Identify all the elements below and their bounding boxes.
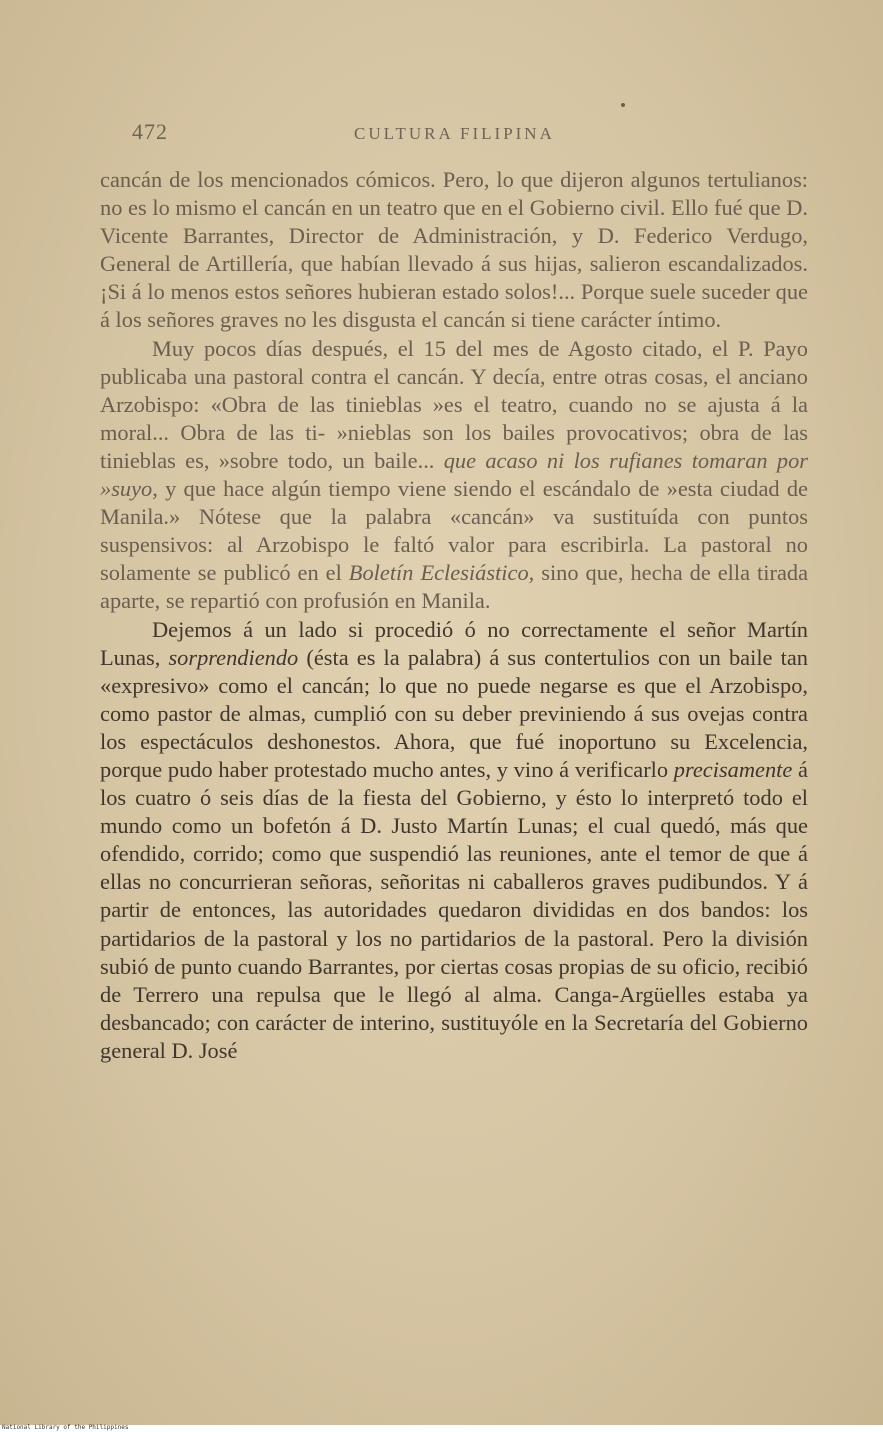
page-header <box>132 119 822 149</box>
paragraph-3-italic-2: precisamente <box>673 756 793 782</box>
body-text <box>100 166 808 1065</box>
paragraph-2-text-3: sino que, hecha de ella tirada aparte, se repartió con profusión en Manila. <box>100 560 809 614</box>
ink-speck <box>621 103 625 107</box>
paragraph-2-italic-1: que acaso ni los rufianes tomaran por »suyo, <box>100 447 808 502</box>
paragraph-3-text-3: á los cuatro ó seis días de la fiesta del Gobierno, y ésto lo interpretó todo el mundo como un bofetón á D. Justo Martín Lunas; el cual quedó, más que ofendido, corrido; como que suspendió las reuniones, ante el temor de que á ellas no concurrieran señoras, señoritas ni caballeros graves pudibundos. Y á partir de entonces, las autoridades quedaron divididas en dos bandos: los partidarios de la pastoral y los no partidarios de la pastoral. Pero la división subió de punto cuando Barrantes, por ciertas cosas propias de su oficio, recibió de Terrero una repulsa que le llegó al alma. Canga-Argüelles estaba ya desbancado; con carácter de interino, sustituyóle en la Secretaría del Gobierno general D. José <box>100 756 808 1063</box>
footer-strip <box>0 1425 883 1433</box>
paragraph-3-text-2: (ésta es la palabra) á sus contertulios con un baile tan «expresivo» como el cancán; lo que no puede negarse es que el Arzobispo, como pastor de almas, cumplió con su deber previniendo á sus ovejas contra los espectáculos deshonestos. Ahora, que fué inoportuno su Excelencia, porque pudo haber protestado mucho antes, y vino á verificarlo <box>100 644 808 782</box>
library-credit: National Library of the Philippines <box>2 1424 129 1431</box>
paragraph-3 <box>100 616 808 1066</box>
running-title: CULTURA FILIPINA <box>354 124 555 143</box>
paragraph-3-italic-1: sorprendiendo <box>168 644 299 670</box>
paragraph-1 <box>100 166 808 335</box>
paragraph-2-italic-2: Boletín Eclesiástico, <box>348 560 535 586</box>
page-number: 472 <box>132 119 168 144</box>
paragraph-2-text-2: y que hace algún tiempo viene siendo el escándalo de »esta ciudad de Manila.» Nótese que la palabra «cancán» va sustituída con puntos suspensivos: al Arzobispo le faltó valor para escribirla. La pastoral no solamente se publicó en el <box>100 476 808 586</box>
paragraph-3-text-1: Dejemos á un lado si procedió ó no correctamente el señor Martín Lunas, <box>100 616 808 670</box>
paragraph-2-text-1: Muy pocos días después, el 15 del mes de Agosto citado, el P. Payo publicaba una pastoral contra el cancán. Y decía, entre otras cosas, el anciano Arzobispo: «Obra de las tinieblas »es el teatro, cuando no se ajusta á la moral... Obra de las ti- »nieblas son los bailes provocativos; obra de las tinieblas es, »sobre todo, un baile... <box>100 335 808 473</box>
paragraph-1-text: cancán de los mencionados cómicos. Pero, lo que dijeron algunos tertulianos: no es lo mismo el cancán en un teatro que en el Gobierno civil. Ello fué que D. Vicente Barrantes, Director de Administración, y D. Federico Verdugo, General de Artillería, que habían llevado á sus hijas, salieron escandalizados. ¡Si á lo menos estos señores hubieran estado solos!... Porque suele suceder que á los señores graves no les disgusta el cancán si tiene carácter íntimo. <box>100 167 808 333</box>
paragraph-2 <box>100 335 808 616</box>
